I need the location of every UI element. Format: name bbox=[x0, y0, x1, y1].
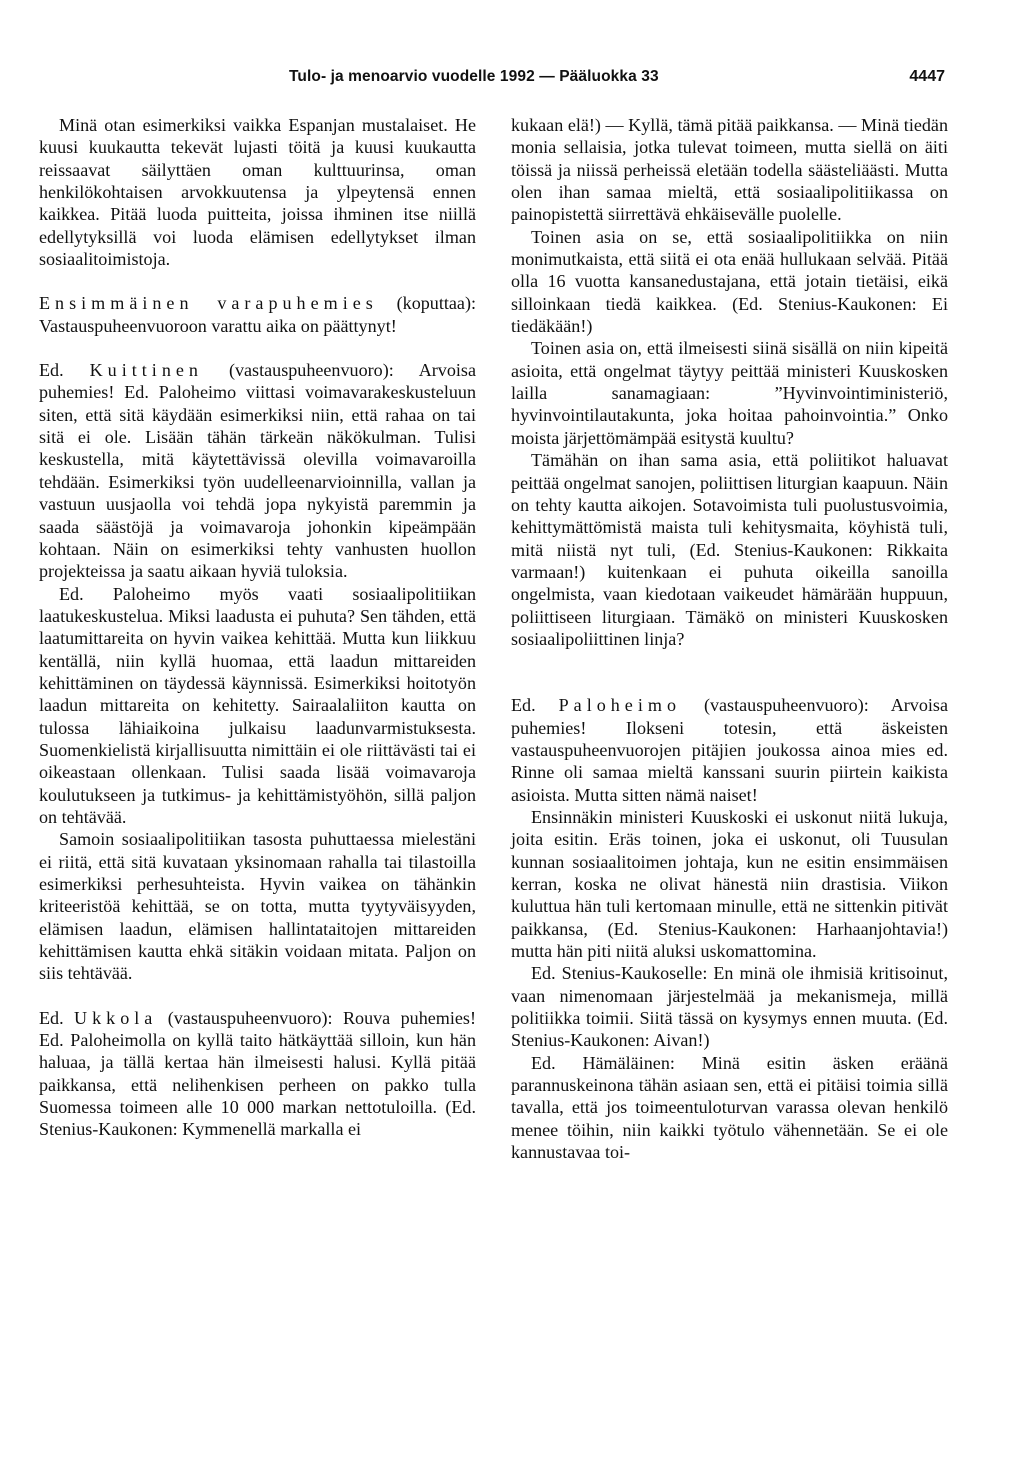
page-number: 4447 bbox=[909, 68, 945, 85]
page-header bbox=[0, 68, 1024, 90]
paragraph: Ed. Hämäläinen: Minä esitin äsken eräänä parannuskeinona tähän asiaan sen, että ei pitäisi toimia sillä tavalla, että jos toimeentuloturvan varassa olevan henkilö menee töihin, niin kaikki työtulo vähennetään. Se ei ole kannustavaa toi- bbox=[511, 1052, 948, 1163]
speech-kuittinen bbox=[39, 359, 476, 582]
speech-paloheimo bbox=[511, 694, 948, 806]
speaker-name: Ensimmäinen varapuhemies bbox=[39, 293, 378, 314]
speaker-prefix: Ed. bbox=[39, 1007, 75, 1028]
speech-ukkola bbox=[39, 1007, 476, 1141]
paragraph: kukaan elä!) — Kyllä, tämä pitää paikkansa. — Minä tiedän monia sellaisia, jotka tulevat toimeen, mutta siellä on äiti töissä ja niissä perheissä eletään todella säästeliäästi. Mutta olen ihan samaa mieltä, että sosiaalipolitiikassa on painopistettä siirrettävä ehkäisevälle puolelle. bbox=[511, 115, 948, 225]
speech-text: (vastauspuheenvuoro): Arvoisa puhemies! Ed. Paloheimo viittasi voimavarakeskusteluun siten, että sitä käydään esimerkiksi niin, että rahaa on tai sitä ei ole. Lisään tähän tärkeän näkökulman. Tulisi keskustella, mitä käytettävissä olevilla voimavaroilla tehdään. Esimerkiksi työn uudelleenarvioinnilla, vallan ja vastuun uusjaolla voi tehdä jopa nykyistä paremmin ja saada säästöjä ja voimavaroja johonkin kipeämpään kohtaan. Näin on esimerkiksi tehty vanhusten huollon projekteissa ja saatu aikaan hyviä tuloksia. bbox=[39, 360, 477, 582]
speaker-name: Ukkola bbox=[74, 1007, 158, 1028]
speaker-prefix: Ed. bbox=[39, 360, 90, 381]
paragraph: Ed. Stenius-Kaukoselle: En minä ole ihmisiä kritisoinut, vaan nimenomaan järjestelmää ja mekanismeja, millä politiikka toimii. Siitä tässä on kysymys ennen muuta. (Ed. Stenius-Kaukonen: Aivan!) bbox=[511, 963, 948, 1051]
right-column bbox=[511, 114, 948, 1163]
paragraph: Ed. Paloheimo myös vaati sosiaalipolitiikan laatukeskustelua. Miksi laadusta ei puhuta? Sen tähden, että laatumittareita on hyvin vaikea kehittää. Mutta kun liikkuu kentällä, niin kyllä huomaa, että laadun mittareiden kehittäminen on täydessä käynnissä. Esimerkiksi hoitotyön laadun mittareita on kehitetty. Sairaalaliiton kautta on tulossa lähiaikoina julkaisu laadunvarmistuksesta. Suomenkielistä kirjallisuutta nimittäin ei ole riittävästi tai ei oikeastaan ollenkaan. Tulisi saada lisää voimavaroja koulutukseen ja tutkimus- ja kehittämistyöhön, sillä paljon on tehtävää. bbox=[39, 583, 476, 827]
speech-text: (koputtaa): Vastauspuheenvuoroon varattu aika on päättynyt! bbox=[39, 293, 476, 336]
speech-text: (vastauspuheenvuoro): Rouva puhemies! Ed. Paloheimolla on kyllä taito hätkäyttää silloin, kun hän haluaa, ja tällä kertaa hän ilmeisesti halusi. Kyllä pitää paikkansa, että nelihenkisen perheen on pakko tulla Suomessa toimeen alle 10 000 markan nettotuloilla. (Ed. Stenius-Kaukonen: Kymmenellä markalla ei bbox=[39, 1007, 476, 1140]
paragraph: Ensinnäkin ministeri Kuuskoski ei uskonut niitä lukuja, joita esitin. Eräs toinen, joka ei uskonut, oli Tuusulan kunnan sosiaalitoimen johtaja, kun ne esitin ensimmäisen kerran, koska ne olivat hänestä niin drastisia. Viikon kuluttua hän tuli kertomaan minulle, että ne sittenkin pitivät paikkansa, (Ed. Stenius-Kaukonen: Harhaanjohtavia!) mutta hän piti niitä aluksi uskomattomina. bbox=[511, 806, 948, 962]
paragraph: Minä otan esimerkiksi vaikka Espanjan mustalaiset. He kuusi kuukautta tekevät lujasti töitä ja kuusi kuukautta reissaavat säilyttäen oman kulttuurinsa, oman henkilökohtaisen arvokkuutensa ja ylpeytensä ennen kaikkea. Pitää luoda puitteita, joissa ihminen itse niillä edellytyksillä voi luoda elämisen edellytykset ilman sosiaalitoimistoja. bbox=[39, 115, 476, 270]
paragraph: Toinen asia on, että ilmeisesti siinä sisällä on niin kipeitä asioita, että ongelmat täytyy peittää ministeri Kuuskosken lailla sanamagiaan: ”Hyvinvointiministeriö, hyvinvointilautakunta, joka hoitaa pahoinvointia.” Onko moista järjettömämpää esitystä kuultu? bbox=[511, 338, 948, 448]
paragraph: Samoin sosiaalipolitiikan tasosta puhuttaessa mielestäni ei riitä, että sitä kuvataan yksinomaan rahalla tai tilastoilla esimerkiksi perhesuhteista. Hyvin vaikea on tähänkin kriteeristöä kehittää, se on totta, mutta tyytyväisyyden, elämisen laadun, elämisen hallintataitojen mittareiden kehittämisen kautta ehkä sitäkin voidaan mitata. Paljon on siis tehtävää. bbox=[39, 829, 476, 984]
speech-first-deputy-speaker bbox=[39, 292, 476, 337]
speech-text: (vastauspuheenvuoro): Arvoisa puhemies! Ilokseni totesin, että äskeisten vastauspuheenvuorojen pitäjien joukossa ainoa mies ed. Rinne oli samaa mieltä kanssani suurin piirtein kaikista asioista. Mutta sitten nämä naiset! bbox=[511, 695, 949, 805]
paragraph: Toinen asia on se, että sosiaalipolitiikka on niin monimutkaista, että siitä ei ota enää hullukaan selvää. Pitää olla 16 vuotta kansanedustajana, että jotain tietäisi, eikä silloinkaan tiedä kaikkea. (Ed. Stenius-Kaukonen: Ei tiedäkään!) bbox=[511, 226, 948, 337]
paragraph: Tämähän on ihan sama asia, että poliitikot haluavat peittää ongelmat sanojen, poliittisen liturgian kaapuun. Näin on tehty kautta aikojen. Sotavoimista tuli puolustusvoimia, kehittymättömistä maista tuli kehitysmaita, köyhistä tuli, mitä niistä nyt tuli, (Ed. Stenius-Kaukonen: Rikkaita varmaan!) kuitenkaan ei puhuta oikeilla sanoilla ongelmista, vaan kiedotaan vaikeudet hämärään huppuun, poliittiseen liturgiaan. Tämäkö on ministeri Kuuskosken sosiaalipoliittinen linja? bbox=[511, 450, 948, 649]
spacer bbox=[511, 650, 948, 672]
speaker-name: Paloheimo bbox=[558, 695, 681, 716]
speaker-prefix: Ed. bbox=[511, 695, 559, 716]
speaker-name: Kuittinen bbox=[89, 360, 203, 381]
running-title: Tulo- ja menoarvio vuodelle 1992 — Pääluokka 33 bbox=[289, 68, 659, 85]
left-column bbox=[39, 114, 476, 1141]
